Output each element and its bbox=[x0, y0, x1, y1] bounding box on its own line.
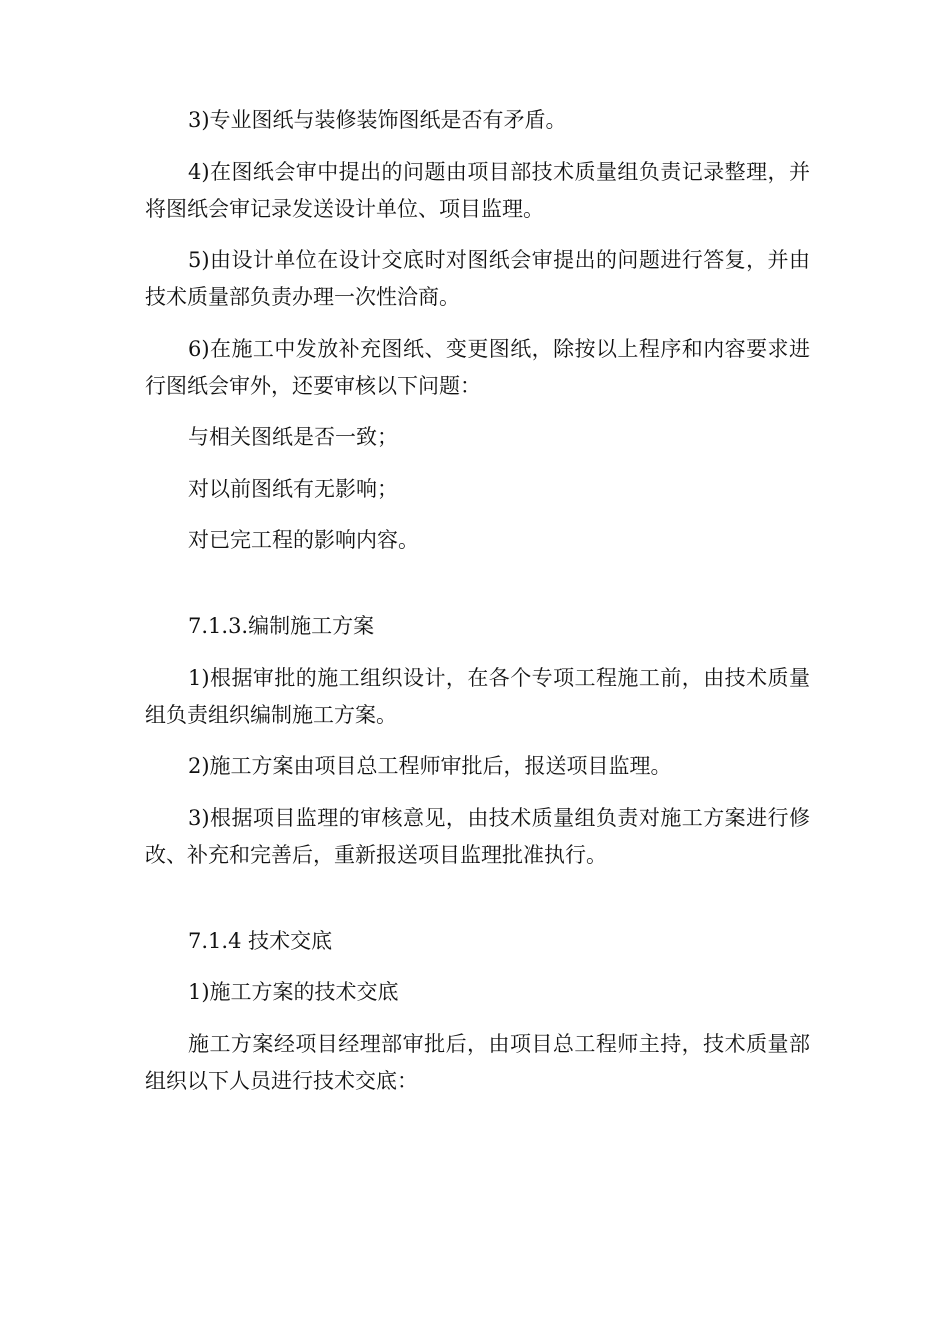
section-heading-714: 7.1.4 技术交底 bbox=[188, 928, 333, 953]
paragraph-713-2: 2)施工方案由项目总工程师审批后，报送项目监理。 bbox=[188, 754, 672, 778]
document-page bbox=[145, 102, 810, 1114]
paragraph-drawing-conflict: 3)专业图纸与装修装饰图纸是否有矛盾。 bbox=[188, 108, 567, 132]
paragraph-713-1: 1)根据审批的施工组织设计，在各个专项工程施工前，由技术质量组负责组织编制施工方案。 bbox=[145, 665, 810, 727]
paragraph-713-3: 3)根据项目监理的审核意见，由技术质量组负责对施工方案进行修改、补充和完善后，重新报送项目监理批准执行。 bbox=[145, 805, 810, 867]
list-item-consistency: 与相关图纸是否一致； bbox=[188, 425, 398, 449]
paragraph-supplementary-drawings: 6)在施工中发放补充图纸、变更图纸，除按以上程序和内容要求进行图纸会审外，还要审核以下问题： bbox=[145, 336, 810, 398]
paragraph-review-issues-record: 4)在图纸会审中提出的问题由项目部技术质量组负责记录整理，并将图纸会审记录发送设计单位、项目监理。 bbox=[145, 159, 810, 221]
list-item-prior-impact: 对以前图纸有无影响； bbox=[188, 476, 398, 501]
paragraph-714-1: 1)施工方案的技术交底 bbox=[188, 980, 399, 1004]
list-item-completed-work: 对已完工程的影响内容。 bbox=[188, 528, 419, 552]
section-heading-713: 7.1.3.编制施工方案 bbox=[188, 614, 375, 638]
paragraph-design-reply: 5)由设计单位在设计交底时对图纸会审提出的问题进行答复，并由技术质量部负责办理一次性洽商。 bbox=[145, 248, 810, 309]
paragraph-714-2: 施工方案经项目经理部审批后，由项目总工程师主持，技术质量部组织以下人员进行技术交底： bbox=[145, 1031, 810, 1093]
